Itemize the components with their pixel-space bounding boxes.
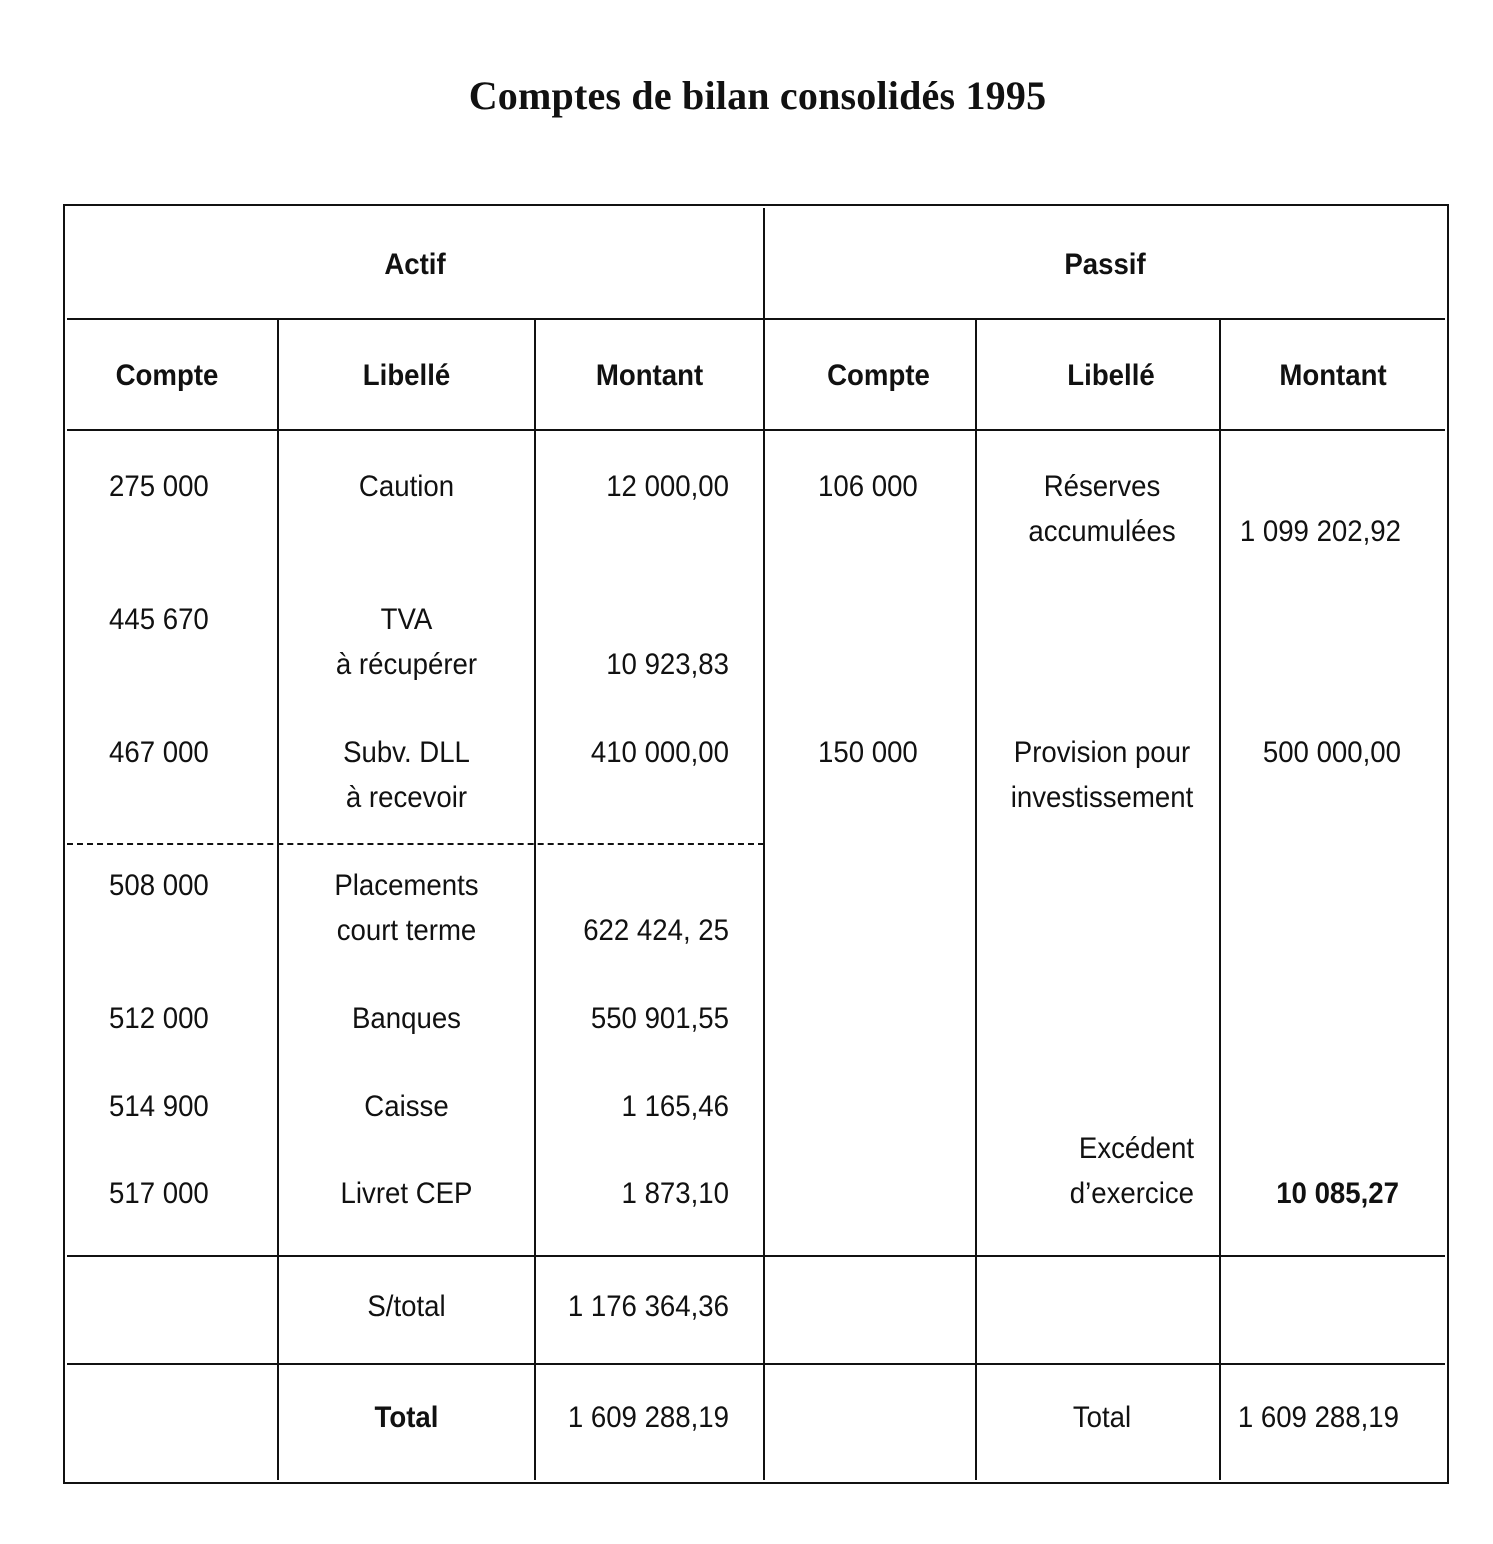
passif-compte-106000: 106 000 [818,470,918,503]
actif-subtotal-label: S/total [367,1290,446,1323]
rule-body-bottom [67,1255,1445,1257]
actif-compte-275000: 275 000 [109,470,209,503]
rule-actif-col1 [277,318,279,1480]
actif-total-label: Total [374,1401,439,1434]
passif-montant-excedent: 10 085,27 [1276,1177,1399,1210]
rule-columns-bottom [67,429,1445,431]
actif-compte-508000: 508 000 [109,869,209,902]
actif-montant-banques: 550 901,55 [590,1002,729,1035]
passif-header: Passif [1064,248,1146,281]
actif-header: Actif [384,248,446,281]
actif-montant-caution: 12 000,00 [606,470,729,503]
rule-passif-col2 [1219,318,1221,1480]
passif-libelle-reserves-line2: accumulées [1028,515,1176,548]
passif-montant-reserves: 1 099 202,92 [1239,515,1401,548]
passif-total-value: 1 609 288,19 [1237,1401,1399,1434]
actif-libelle-livret: Livret CEP [340,1177,473,1210]
actif-libelle-banques: Banques [352,1002,461,1035]
passif-montant-provision: 500 000,00 [1262,736,1401,769]
rule-dashed-separator [67,843,764,845]
passif-libelle-excedent-line2: d’exercice [1069,1177,1194,1210]
passif-col-compte: Compte [827,359,930,392]
rule-passif-col1 [975,318,977,1480]
rule-actif-col2 [534,318,536,1480]
actif-compte-467000: 467 000 [109,736,209,769]
actif-libelle-subv-line1: Subv. DLL [343,736,470,769]
actif-libelle-tva-line2: à récupérer [335,648,478,681]
actif-montant-livret: 1 873,10 [621,1177,729,1210]
actif-compte-512000: 512 000 [109,1002,209,1035]
passif-total-label: Total [1072,1401,1132,1434]
page-title: Comptes de bilan consolidés 1995 [468,73,1047,118]
actif-col-libelle: Libellé [362,359,451,392]
actif-subtotal-value: 1 176 364,36 [567,1290,729,1323]
passif-libelle-provision-line2: investissement [1010,781,1194,814]
passif-compte-150000: 150 000 [818,736,918,769]
actif-col-montant: Montant [595,359,704,392]
actif-compte-517000: 517 000 [109,1177,209,1210]
actif-montant-tva: 10 923,83 [606,648,729,681]
actif-col-compte: Compte [115,359,219,392]
actif-libelle-caution: Caution [358,470,455,503]
passif-libelle-excedent-line1: Excédent [1078,1132,1194,1165]
actif-libelle-placements-line2: court terme [336,914,477,947]
actif-libelle-subv-line2: à recevoir [345,781,468,814]
actif-libelle-tva-line1: TVA [380,603,433,636]
passif-libelle-reserves-line1: Réserves [1043,470,1161,503]
actif-libelle-placements-line1: Placements [334,869,479,902]
actif-compte-514900: 514 900 [109,1090,209,1123]
passif-col-montant: Montant [1279,359,1387,392]
actif-total-value: 1 609 288,19 [567,1401,729,1434]
rule-actif-passif-divider [763,208,765,1480]
actif-montant-subv: 410 000,00 [590,736,729,769]
actif-montant-placements: 622 424, 25 [583,914,729,947]
actif-compte-445670: 445 670 [109,603,209,636]
rule-header-bottom [67,318,1445,320]
actif-montant-caisse: 1 165,46 [621,1090,729,1123]
passif-libelle-provision-line1: Provision pour [1013,736,1191,769]
actif-libelle-caisse: Caisse [364,1090,449,1123]
passif-col-libelle: Libellé [1067,359,1155,392]
rule-subtotal-bottom [67,1363,1445,1365]
